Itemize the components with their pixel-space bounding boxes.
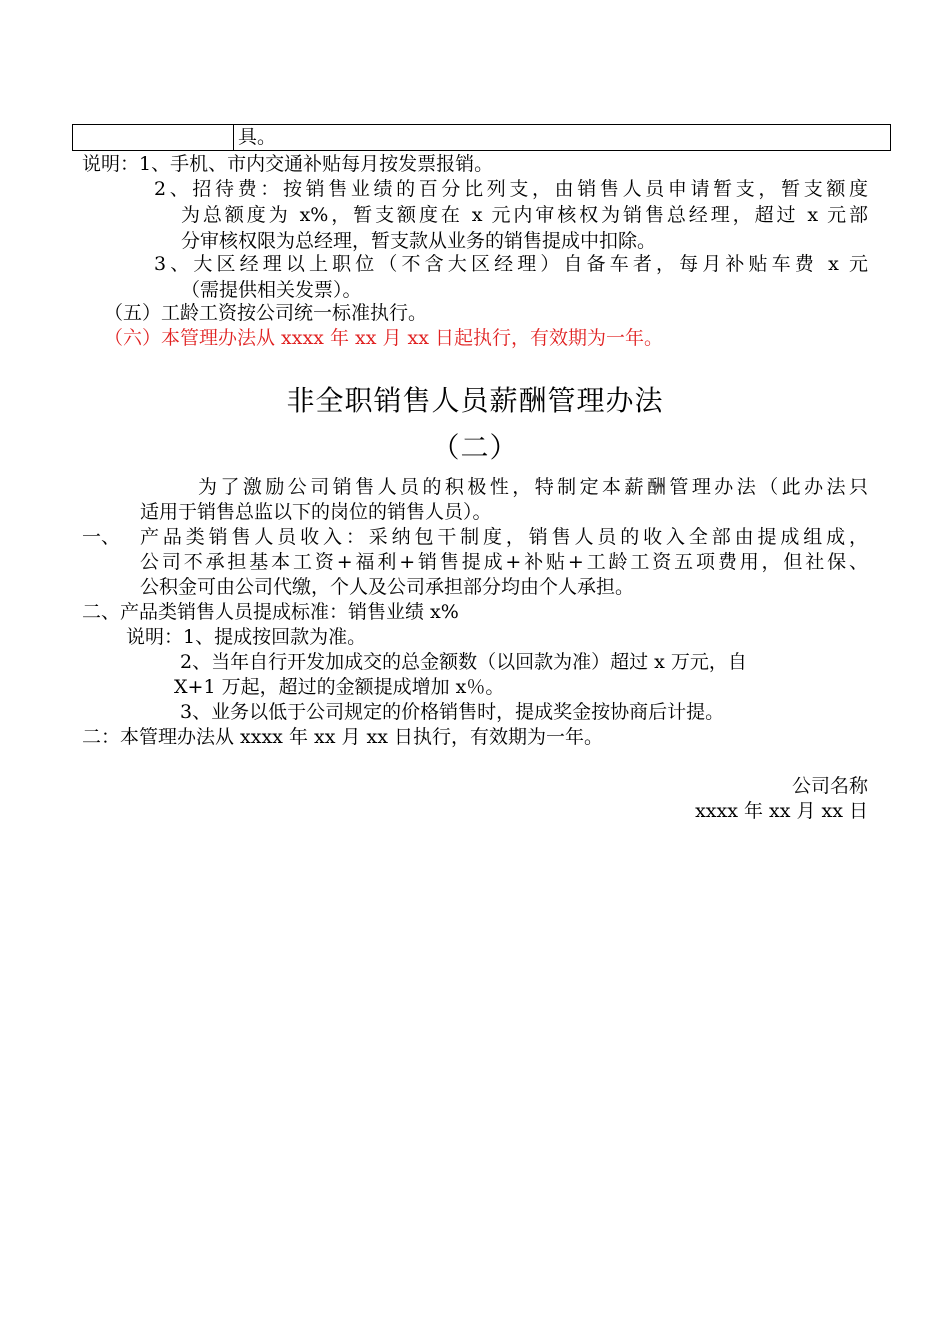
note-item2-line1: 2、招待费：按销售业绩的百分比列支，由销售人员申请暂支，暂支额度 — [154, 178, 868, 200]
clause-six: （六）本管理办法从 xxxx 年 xx 月 xx 日起执行，有效期为一年。 — [104, 327, 663, 349]
table-cell-right: 具。 — [234, 125, 891, 151]
intro-line-1: 为了激励公司销售人员的积极性，特制定本薪酬管理办法（此办法只 — [198, 476, 868, 498]
table-row — [73, 125, 891, 151]
section-two-note-2-line-1: 2、当年自行开发加成交的总金额数（以回款为准）超过 x 万元，自 — [180, 651, 747, 673]
document-title: 非全职销售人员薪酬管理办法 — [286, 384, 664, 417]
note-item2-line3: 分审核权限为总经理，暂支款从业务的销售提成中扣除。 — [181, 230, 657, 252]
note-line-1: 说明：1、手机、市内交通补贴每月按发票报销。 — [82, 153, 494, 175]
section-three: 二：本管理办法从 xxxx 年 xx 月 xx 日执行，有效期为一年。 — [82, 726, 603, 748]
note-item2-line2: 为总额度为 x%，暂支额度在 x 元内审核权为销售总经理，超过 x 元部 — [181, 204, 868, 226]
section-one-line-2: 公司不承担基本工资+福利+销售提成+补贴+工龄工资五项费用，但社保、 — [140, 551, 868, 573]
note-item3-line2: （需提供相关发票）。 — [181, 279, 362, 301]
clause-five: （五）工龄工资按公司统一标准执行。 — [104, 302, 428, 324]
section-one-line-1: 产品类销售人员收入：采纳包干制度，销售人员的收入全部由提成组成， — [140, 526, 868, 548]
note-item3-line1: 3、大区经理以上职位（不含大区经理）自备车者，每月补贴车费 x 元 — [154, 253, 868, 275]
document-subtitle: （二） — [431, 431, 519, 464]
section-two-heading: 二、产品类销售人员提成标准：销售业绩 x% — [82, 601, 459, 623]
section-one-number: 一、 — [82, 526, 121, 548]
continuation-table — [72, 124, 891, 151]
signature-company: 公司名称 — [791, 775, 868, 797]
section-two-note-1: 说明：1、提成按回款为准。 — [126, 626, 367, 648]
section-one-line-3: 公积金可由公司代缴，个人及公司承担部分均由个人承担。 — [140, 576, 635, 598]
signature-date: xxxx 年 xx 月 xx 日 — [695, 800, 868, 822]
section-two-note-3: 3、业务以低于公司规定的价格销售时，提成奖金按协商后计提。 — [180, 701, 725, 723]
section-two-note-2-line-2: X+1 万起，超过的金额提成增加 x％。 — [174, 676, 505, 698]
intro-line-2: 适用于销售总监以下的岗位的销售人员）。 — [140, 501, 492, 523]
table-cell-left — [73, 125, 234, 151]
